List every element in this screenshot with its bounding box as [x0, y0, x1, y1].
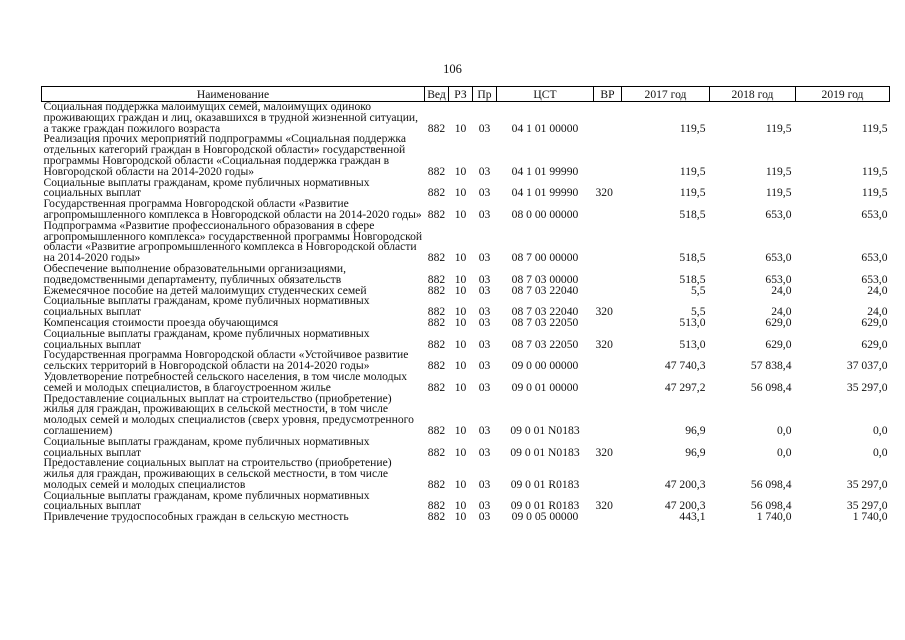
cell-2018: 653,0	[765, 272, 792, 286]
cell-2019: 119,5	[861, 186, 888, 200]
table-row	[42, 296, 890, 318]
cell-rz: 10	[454, 164, 467, 178]
cell-vr	[594, 221, 622, 264]
cell-2019: 1 740,0	[852, 510, 888, 524]
cell-2019: 629,0	[861, 315, 888, 329]
cell-pr: 03	[478, 272, 491, 286]
cell-rz: 10	[454, 499, 467, 513]
cell-ved: 882	[427, 186, 446, 200]
cell-cst: 08 7 00 00000	[511, 251, 579, 265]
page-number: 106	[443, 62, 462, 76]
cell-2019: 653,0	[861, 251, 888, 265]
cell-pr: 03	[478, 283, 491, 297]
cell-pr: 03	[478, 305, 491, 319]
cell-2018: 1 740,0	[756, 510, 792, 524]
cell-name: Обеспечение выполнение образовательными организациями, подведомственными департаменту, публичных обязательств	[43, 261, 347, 286]
table-row	[42, 199, 890, 221]
cell-2017: 47 297,2	[664, 380, 706, 394]
cell-pr: 03	[478, 499, 491, 513]
cell-name: Социальные выплаты гражданам, кроме публичных нормативных социальных выплат	[43, 488, 370, 513]
table-row	[42, 178, 890, 200]
cell-vr	[594, 102, 622, 135]
cell-ved: 882	[427, 380, 446, 394]
cell-2018: 56 098,4	[750, 380, 792, 394]
cell-ved: 882	[427, 315, 446, 329]
cell-ved: 882	[427, 477, 446, 491]
cell-ved: 882	[427, 283, 446, 297]
cell-name: Государственная программа Новгородской области «Устойчивое развитие сельских территорий в Новгородской области на 2014-2020 годы»	[43, 348, 409, 373]
table-row	[42, 458, 890, 490]
cell-pr: 03	[478, 510, 491, 524]
cell-2017: 518,5	[679, 272, 706, 286]
cell-vr	[594, 372, 622, 394]
cell-2017: 518,5	[679, 207, 706, 221]
table-row	[42, 437, 890, 459]
cell-ved: 882	[427, 207, 446, 221]
cell-2019: 653,0	[861, 207, 888, 221]
cell-pr: 03	[478, 359, 491, 373]
cell-2019: 119,5	[861, 164, 888, 178]
cell-name: Государственная программа Новгородской области «Развитие агропромышленного комплекса в Новгородской области на 2014-2020 годы»	[43, 197, 422, 221]
cell-pr: 03	[478, 337, 491, 351]
cell-2019: 0,0	[873, 445, 888, 459]
cell-2018: 24,0	[771, 283, 792, 297]
cell-vr	[594, 134, 622, 177]
cell-cst: 09 0 01 R0183	[510, 499, 580, 513]
table-body	[42, 102, 890, 524]
cell-name: Ежемесячное пособие на детей малоимущих студенческих семей	[43, 283, 367, 297]
header-vr: ВР	[594, 87, 622, 102]
cell-rz: 10	[454, 186, 467, 200]
cell-cst: 08 7 03 00000	[511, 272, 579, 286]
cell-2017: 5,5	[691, 305, 706, 319]
cell-rz: 10	[454, 207, 467, 221]
cell-2019: 35 297,0	[846, 477, 888, 491]
cell-name: Социальные выплаты гражданам, кроме публичных нормативных социальных выплат	[43, 175, 370, 200]
cell-2019: 37 037,0	[846, 359, 888, 373]
header-2017: 2017 год	[622, 87, 710, 102]
cell-rz: 10	[454, 477, 467, 491]
header-pr: Пр	[473, 87, 497, 102]
cell-name: Предоставление социальных выплат на строительство (приобретение) жилья для граждан, проживающих в сельской местности, в том числе молодых семей и молодых специалистов (сверх уровня, предусмотренного соглашением)	[43, 391, 414, 437]
cell-ved: 882	[427, 445, 446, 459]
cell-vr	[594, 458, 622, 490]
cell-2017: 96,9	[685, 423, 706, 437]
header-rz: РЗ	[449, 87, 473, 102]
cell-2018: 24,0	[771, 305, 792, 319]
table-row	[42, 512, 890, 523]
cell-rz: 10	[454, 121, 467, 135]
cell-cst: 04 1 01 99990	[511, 186, 579, 200]
cell-name: Социальные выплаты гражданам, кроме публичных нормативных социальных выплат	[43, 434, 370, 459]
cell-2017: 518,5	[679, 251, 706, 265]
cell-cst: 08 7 03 22040	[511, 283, 579, 297]
table-row	[42, 264, 890, 286]
cell-vr: 320	[595, 186, 613, 200]
cell-pr: 03	[478, 445, 491, 459]
cell-pr: 03	[478, 251, 491, 265]
cell-rz: 10	[454, 305, 467, 319]
cell-2017: 47 200,3	[664, 499, 706, 513]
cell-2018: 56 098,4	[750, 499, 792, 513]
table-row	[42, 394, 890, 437]
cell-2017: 443,1	[679, 510, 706, 524]
cell-cst: 09 0 01 N0183	[510, 423, 580, 437]
cell-vr: 320	[595, 499, 613, 513]
cell-vr: 320	[595, 445, 613, 459]
cell-ved: 882	[427, 121, 446, 135]
cell-name: Подпрограмма «Развитие профессионального образования в сфере агропромышленного комплекса» государственной программы Новгородской области «Развитие агропромышленного комплекса в Новгородской области на 2014-2020 годы»	[43, 218, 423, 265]
cell-ved: 882	[427, 510, 446, 524]
cell-pr: 03	[478, 121, 491, 135]
cell-name: Предоставление социальных выплат на строительство (приобретение) жилья для граждан, проживающих в сельской местности, в том числе молодых семей и молодых специалистов	[43, 456, 392, 491]
header-ved: Вед	[425, 87, 449, 102]
cell-rz: 10	[454, 315, 467, 329]
cell-name: Социальные выплаты гражданам, кроме публичных нормативных социальных выплат	[43, 294, 370, 319]
cell-pr: 03	[478, 164, 491, 178]
cell-cst: 08 7 03 22050	[511, 337, 579, 351]
cell-rz: 10	[454, 423, 467, 437]
cell-name: Социальные выплаты гражданам, кроме публичных нормативных социальных выплат	[43, 326, 370, 351]
cell-rz: 10	[454, 272, 467, 286]
cell-2019: 119,5	[861, 121, 888, 135]
cell-rz: 10	[454, 337, 467, 351]
cell-pr: 03	[478, 477, 491, 491]
cell-ved: 882	[427, 359, 446, 373]
cell-2017: 119,5	[679, 164, 706, 178]
cell-cst: 08 0 00 00000	[511, 207, 579, 221]
cell-pr: 03	[478, 186, 491, 200]
cell-pr: 03	[478, 423, 491, 437]
cell-rz: 10	[454, 445, 467, 459]
table-row	[42, 350, 890, 372]
cell-2018: 119,5	[765, 186, 792, 200]
cell-2017: 513,0	[679, 337, 706, 351]
cell-cst: 09 0 01 R0183	[510, 477, 580, 491]
cell-cst: 08 7 03 22040	[511, 305, 579, 319]
cell-cst: 09 0 00 00000	[511, 359, 579, 373]
cell-pr: 03	[478, 380, 491, 394]
cell-2018: 653,0	[765, 207, 792, 221]
cell-pr: 03	[478, 207, 491, 221]
cell-2017: 119,5	[679, 121, 706, 135]
cell-ved: 882	[427, 499, 446, 513]
cell-rz: 10	[454, 380, 467, 394]
cell-2018: 0,0	[777, 445, 792, 459]
budget-table	[41, 86, 890, 523]
cell-2018: 119,5	[765, 164, 792, 178]
cell-2018: 629,0	[765, 337, 792, 351]
cell-vr: 320	[595, 305, 613, 319]
cell-2017: 96,9	[685, 445, 706, 459]
cell-cst: 09 0 01 00000	[511, 380, 579, 394]
cell-2019: 629,0	[861, 337, 888, 351]
cell-vr	[594, 350, 622, 372]
cell-ved: 882	[427, 337, 446, 351]
cell-2019: 35 297,0	[846, 499, 888, 513]
table-row	[42, 134, 890, 177]
cell-name: Реализация прочих мероприятий подпрограммы «Социальная поддержка отдельных категорий граждан в Новгородской области» государственной программы Новгородской области «Социальная поддержка граждан в Новгородской области на 2014-2020 годы»	[43, 132, 406, 178]
table-row	[42, 102, 890, 135]
cell-2019: 653,0	[861, 272, 888, 286]
header-cst: ЦСТ	[497, 87, 594, 102]
cell-name: Социальная поддержка малоимущих семей, малоимущих одиноко проживающих граждан и лиц, оказавшихся в трудной жизненной ситуации, а также граждан пожилого возраста	[43, 100, 419, 135]
table-row	[42, 372, 890, 394]
cell-2017: 5,5	[691, 283, 706, 297]
cell-2019: 0,0	[873, 423, 888, 437]
cell-2018: 0,0	[777, 423, 792, 437]
header-name: Наименование	[42, 87, 425, 102]
cell-cst: 04 1 01 00000	[511, 121, 579, 135]
cell-2017: 47 200,3	[664, 477, 706, 491]
cell-ved: 882	[427, 164, 446, 178]
cell-vr	[594, 264, 622, 286]
cell-cst: 09 0 05 00000	[511, 510, 579, 524]
cell-vr	[594, 394, 622, 437]
cell-2017: 47 740,3	[664, 359, 706, 373]
cell-ved: 882	[427, 251, 446, 265]
cell-vr	[594, 318, 622, 329]
cell-name: Привлечение трудоспособных граждан в сельскую местность	[43, 510, 349, 524]
cell-vr	[594, 286, 622, 297]
cell-2017: 513,0	[679, 315, 706, 329]
cell-rz: 10	[454, 510, 467, 524]
table-row	[42, 491, 890, 513]
cell-cst: 04 1 01 99990	[511, 164, 579, 178]
cell-2019: 35 297,0	[846, 380, 888, 394]
cell-vr: 320	[595, 337, 613, 351]
cell-ved: 882	[427, 272, 446, 286]
header-2019: 2019 год	[796, 87, 890, 102]
cell-ved: 882	[427, 423, 446, 437]
cell-cst: 09 0 01 N0183	[510, 445, 580, 459]
cell-rz: 10	[454, 359, 467, 373]
cell-name: Удовлетворение потребностей сельского населения, в том числе молодых семей и молодых специалистов, в благоустроенном жилье	[43, 369, 408, 394]
table-row	[42, 221, 890, 264]
cell-ved: 882	[427, 305, 446, 319]
cell-vr	[594, 199, 622, 221]
cell-2017: 119,5	[679, 186, 706, 200]
cell-2018: 119,5	[765, 121, 792, 135]
cell-2018: 653,0	[765, 251, 792, 265]
cell-vr	[594, 512, 622, 523]
cell-2019: 24,0	[867, 305, 888, 319]
cell-rz: 10	[454, 283, 467, 297]
cell-2018: 57 838,4	[750, 359, 792, 373]
cell-cst: 08 7 03 22050	[511, 315, 579, 329]
cell-rz: 10	[454, 251, 467, 265]
cell-2018: 56 098,4	[750, 477, 792, 491]
cell-name: Компенсация стоимости проезда обучающимся	[43, 315, 279, 329]
header-2018: 2018 год	[710, 87, 796, 102]
table-row	[42, 329, 890, 351]
cell-2019: 24,0	[867, 283, 888, 297]
cell-pr: 03	[478, 315, 491, 329]
cell-2018: 629,0	[765, 315, 792, 329]
